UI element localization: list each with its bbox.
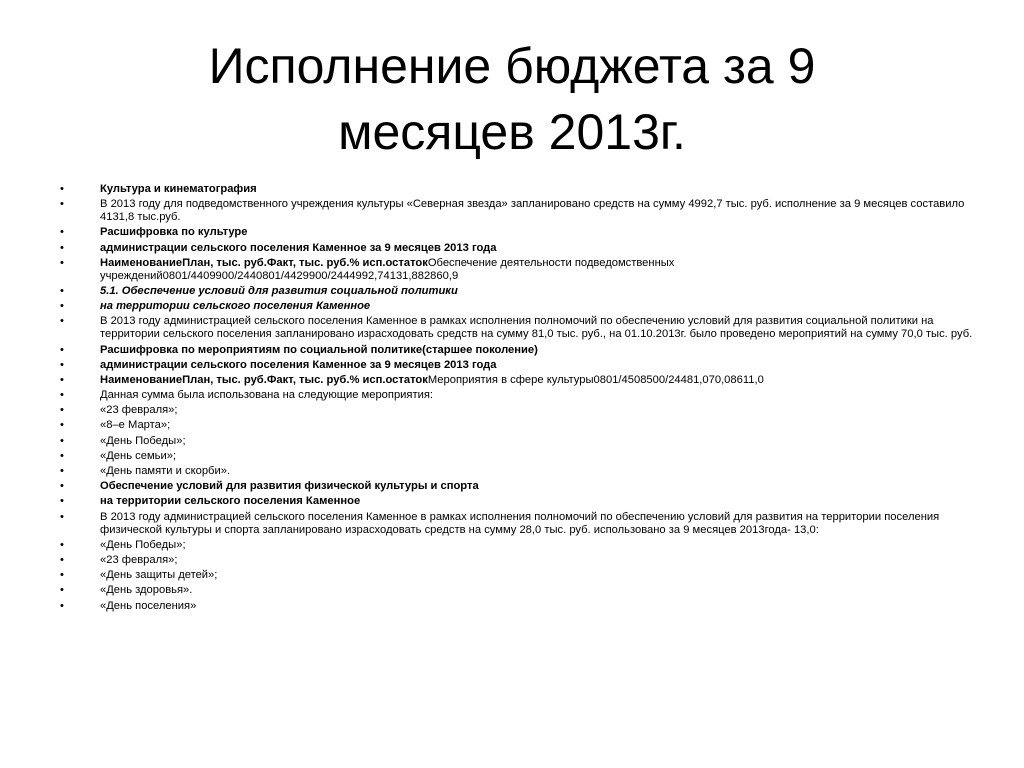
event-text: «День здоровья». [100,584,193,597]
slide-title [100,33,924,165]
list-item [60,226,980,239]
bullet-list [60,183,980,615]
event-text: «День Победы»; [100,538,186,551]
event-text: «23 февраля»; [100,404,178,417]
bullet-marker: • [60,343,64,356]
bullet-marker: • [60,449,64,462]
bullet-marker: • [60,198,64,211]
table-row-text: Обеспечение деятельности подведомственных учреждений0801/4409900/2440801/4429900/2444992,74131,882860,9 [100,256,675,282]
bullet-marker: • [60,358,64,371]
section-heading: администрации сельского поселения Каменное за 9 месяцев 2013 года [100,241,497,254]
bullet-marker: • [60,510,64,523]
list-item [60,554,980,567]
event-text: «23 февраля»; [100,553,178,566]
list-item [60,374,980,387]
bullet-marker: • [60,404,64,417]
list-item [60,480,980,493]
list-item [60,600,980,613]
bullet-marker: • [60,569,64,582]
list-item [60,359,980,372]
section-heading: Расшифровка по мероприятиям по социальной политике(старшее поколение) [100,343,538,356]
list-item [60,404,980,417]
list-item [60,300,980,313]
bullet-marker: • [60,553,64,566]
bullet-marker: • [60,300,64,313]
bullet-marker: • [60,373,64,386]
event-text: «День поселения» [100,599,197,612]
list-item [60,183,980,196]
section-heading: на территории сельского поселения Каменное [100,495,361,508]
table-header-text: НаименованиеПлан, тыс. руб.Факт, тыс. руб.% исп.остаток [100,256,428,269]
bullet-marker: • [60,419,64,432]
section-heading: Культура и кинематография [100,183,257,195]
section-heading: Обеспечение условий для развития физической культуры и спорта [100,480,479,493]
list-item [60,344,980,357]
event-text: «День памяти и скорби». [100,465,231,477]
list-item [60,511,980,537]
event-text: «8–е Марта»; [100,419,171,432]
table-row-text: Мероприятия в сфере культуры0801/4508500/24481,070,08611,0 [427,373,764,386]
bullet-marker: • [60,495,64,508]
list-item [60,584,980,597]
paragraph-text: В 2013 году администрацией сельского поселения Каменное в рамках исполнения полномочий по обеспечению условий для развития на территории поселения физической культуры и спорта запланировано израсходовать средств на сумму 28,0 тыс. руб. использовано за 9 месяцев 2013года- 13,0: [100,510,940,536]
section-heading: администрации сельского поселения Каменное за 9 месяцев 2013 года [100,358,497,371]
list-item [60,389,980,402]
bullet-marker: • [60,584,64,597]
bullet-marker: • [60,183,64,195]
bullet-marker: • [60,284,64,297]
event-text: «День семьи»; [100,449,177,462]
list-item [60,495,980,508]
bullet-marker: • [60,538,64,551]
section-heading: Расшифровка по культуре [100,226,248,239]
list-item [60,450,980,463]
bullet-marker: • [60,226,64,239]
event-text: «День Победы»; [100,434,186,447]
table-header-text: НаименованиеПлан, тыс. руб.Факт, тыс. руб.% исп.остаток [100,373,428,386]
list-item [60,198,980,224]
paragraph-text: Данная сумма была использована на следующие мероприятия: [100,389,434,402]
paragraph-text: В 2013 году администрацией сельского поселения Каменное в рамках исполнения полномочий по обеспечению условий для развития социальной политики на территории сельского поселения запланировано израсходовать средств на сумму 81,0 тыс. руб., на 01.10.2013г. было проведено мероприятий на сумму 70,0 тыс. руб. [100,315,973,341]
list-item [60,242,980,255]
bullet-marker: • [60,465,64,477]
list-item [60,539,980,552]
bullet-marker: • [60,599,64,612]
bullet-marker: • [60,434,64,447]
list-item [60,257,980,283]
event-text: «День защиты детей»; [100,569,218,582]
list-item [60,419,980,432]
bullet-marker: • [60,480,64,493]
bullet-marker: • [60,315,64,328]
list-item [60,315,980,341]
list-item [60,465,980,478]
slide-title-line-2: месяцев 2013г. [338,104,686,160]
slide-title-line-1: Исполнение бюджета за 9 [208,38,816,94]
list-item [60,285,980,298]
section-heading: 5.1. Обеспечение условий для развития социальной политики [100,284,458,297]
section-heading: на территории сельского поселения Каменное [100,300,371,313]
list-item [60,569,980,582]
paragraph-text: В 2013 году для подведомственного учреждения культуры «Северная звезда» запланировано средств на сумму 4992,7 тыс. руб. исполнение за 9 месяцев составило 4131,8 тыс.руб. [100,198,965,224]
list-item [60,435,980,448]
bullet-marker: • [60,241,64,254]
bullet-marker: • [60,389,64,402]
bullet-marker: • [60,256,64,269]
